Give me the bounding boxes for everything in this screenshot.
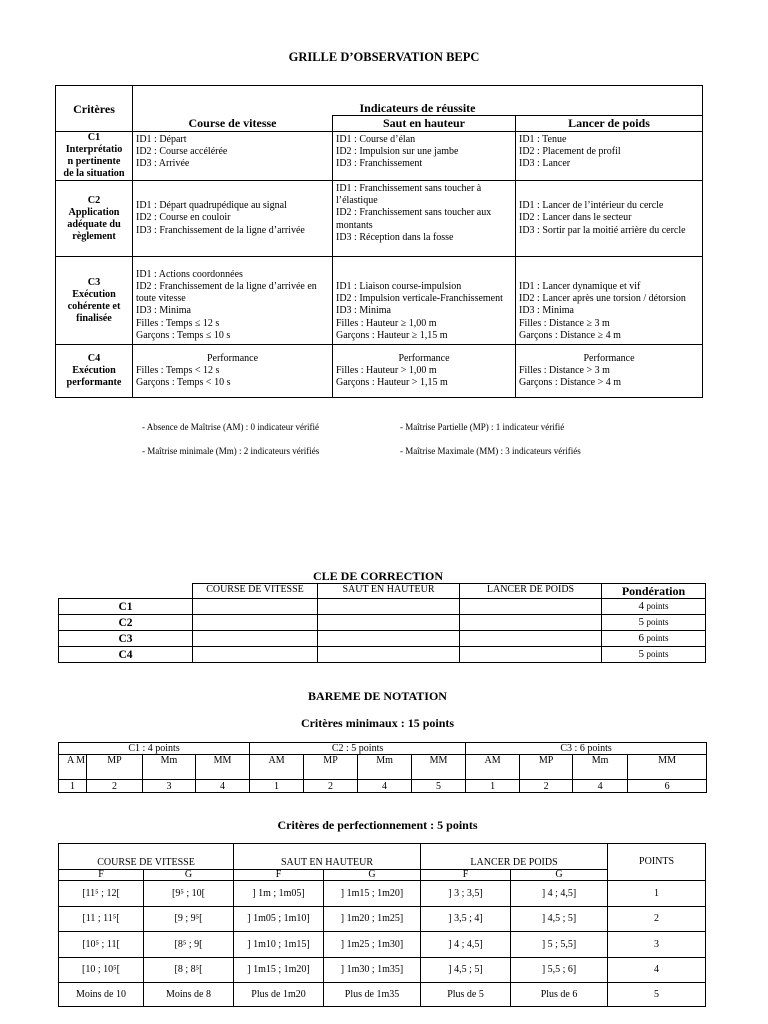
level-cell: MM [196,755,250,780]
cle-header-ponderation: Pondération [602,584,706,599]
level-cell: Mm [358,755,412,780]
perf-cell: Moins de 8 [144,983,234,1007]
points-cell: 2 [520,780,573,793]
perf-cell: ] 1m30 ; 1m35] [324,958,421,983]
c1-course-indicators: ID1 : Départ ID2 : Course accélérée ID3 : Arrivée [133,132,333,181]
perf-cell: ] 1m20 ; 1m25] [324,907,421,932]
perf-cell: ] 1m05 ; 1m10] [234,907,324,932]
perf-cell: [8⁵ ; 9[ [144,932,234,958]
bareme-min-title: Critères minimaux : 15 points [300,716,455,730]
perf-points: 2 [608,907,706,932]
correction-key-table [58,583,706,663]
sex-header: G [511,870,608,881]
perf-cell: [9 ; 9⁵[ [144,907,234,932]
c2-saut-indicators: ID1 : Franchissement sans toucher à l’élastique ID2 : Franchissement sans toucher aux montants ID3 : Réception dans la fosse [333,181,516,257]
indicators-header: Indicateurs de réussite [133,86,703,116]
cle-row-c2 [59,615,706,631]
perf-points: 5 [608,983,706,1007]
perf-cell: ] 3 ; 3,5] [421,881,511,907]
c3-course-indicators: ID1 : Actions coordonnées ID2 : Franchissement de la ligne d’arrivée en toute vitesse ID3 : Minima Filles : Temps ≤ 12 s Garçons : Temps ≤ 10 s [133,257,333,345]
perf-cell: ] 4,5 ; 5] [421,958,511,983]
perf-header-saut: SAUT EN HAUTEUR [234,844,421,870]
points-cell: 5 [412,780,466,793]
group-c1: C1 : 4 points [59,743,250,755]
points-cell: 1 [59,780,87,793]
sex-header: G [324,870,421,881]
cle-ponderation-value: 5 points [602,615,706,631]
cle-row-c1 [59,599,706,615]
perf-points: 1 [608,881,706,907]
level-cell: AM [250,755,304,780]
column-header-lancer: Lancer de poids [516,116,703,132]
perf-cell: ] 1m25 ; 1m30] [324,932,421,958]
criterion-c2: C2 Application adéquate du règlement [56,181,133,257]
perf-points: 4 [608,958,706,983]
perf-cell: [11 ; 11⁵[ [59,907,144,932]
sex-header: F [59,870,144,881]
perf-cell: Plus de 6 [511,983,608,1007]
perf-cell: ] 3,5 ; 4] [421,907,511,932]
perf-points: 3 [608,932,706,958]
cle-row-label: C2 [59,615,193,631]
cle-ponderation-value: 5 points [602,647,706,663]
perf-cell: ] 1m10 ; 1m15] [234,932,324,958]
criterion-c3: C3 Exécution cohérente et finalisée [56,257,133,345]
sex-header: G [144,870,234,881]
perf-cell: [10 ; 10⁵[ [59,958,144,983]
legend-mp: - Maîtrise Partielle (MP) : 1 indicateur vérifié [400,422,565,432]
perf-header-lancer: LANCER DE POIDS [421,844,608,870]
cle-row-c4 [59,647,706,663]
cle-row-label: C3 [59,631,193,647]
column-header-course: Course de vitesse [133,116,333,132]
bareme-perf-table [58,843,706,1007]
c4-lancer-indicators: Performance Filles : Distance > 3 m Garçons : Distance > 4 m [516,345,703,398]
perf-cell: ] 1m15 ; 1m20] [234,958,324,983]
points-cell: 3 [143,780,196,793]
c4-saut-indicators: Performance Filles : Hauteur > 1,00 m Garçons : Hauteur > 1,15 m [333,345,516,398]
level-cell: AM [466,755,520,780]
sex-header: F [234,870,324,881]
level-cell: MM [628,755,707,780]
perf-cell: ] 1m15 ; 1m20] [324,881,421,907]
sex-header: F [421,870,511,881]
c3-lancer-indicators: ID1 : Lancer dynamique et vif ID2 : Lancer après une torsion / détorsion ID3 : Minima Filles : Distance ≥ 3 m Garçons : Distance ≥ 4 m [516,257,703,345]
group-c2: C2 : 5 points [250,743,466,755]
perf-row [59,907,706,932]
points-cell: 1 [250,780,304,793]
perf-header-course: COURSE DE VITESSE [59,844,234,870]
points-cell: 4 [573,780,628,793]
group-c3: C3 : 6 points [466,743,707,755]
level-cell: MM [412,755,466,780]
level-cell: A M [59,755,87,780]
perf-cell: ] 5 ; 5,5] [511,932,608,958]
cle-header-saut: SAUT EN HAUTEUR [318,584,460,599]
perf-row [59,932,706,958]
criterion-c1: C1 Interprétatio n pertinente de la situation [56,132,133,181]
level-cell: MP [304,755,358,780]
page-title: GRILLE D’OBSERVATION BEPC [288,50,480,64]
perf-cell: ] 1m ; 1m05] [234,881,324,907]
cle-header-course: COURSE DE VITESSE [193,584,318,599]
level-cell: MP [87,755,143,780]
criterion-c4: C4 Exécution performante [56,345,133,398]
observation-grid [55,85,703,398]
points-cell: 2 [87,780,143,793]
points-cell: 4 [196,780,250,793]
cle-row-label: C4 [59,647,193,663]
c2-lancer-indicators: ID1 : Lancer de l’intérieur du cercle ID2 : Lancer dans le secteur ID3 : Sortir par la moitié arrière du cercle [516,181,703,257]
perf-cell: ] 4 ; 4,5] [511,881,608,907]
perf-cell: [10⁵ ; 11[ [59,932,144,958]
c1-lancer-indicators: ID1 : Tenue ID2 : Placement de profil ID3 : Lancer [516,132,703,181]
perf-row [59,983,706,1007]
perf-cell: Plus de 5 [421,983,511,1007]
level-cell: MP [520,755,573,780]
c4-course-indicators: Performance Filles : Temps < 12 s Garçons : Temps < 10 s [133,345,333,398]
cle-row-label: C1 [59,599,193,615]
points-cell: 4 [358,780,412,793]
legend-am: - Absence de Maîtrise (AM) : 0 indicateur vérifié [142,422,319,432]
criteria-header: Critères [56,86,133,132]
perf-cell: ] 4 ; 4,5] [421,932,511,958]
perf-cell: ] 5,5 ; 6] [511,958,608,983]
cle-ponderation-value: 4 points [602,599,706,615]
level-cell: Mm [143,755,196,780]
column-header-saut: Saut en hauteur [333,116,516,132]
c1-saut-indicators: ID1 : Course d’élan ID2 : Impulsion sur une jambe ID3 : Franchissement [333,132,516,181]
bareme-min-table [58,742,707,793]
c2-course-indicators: ID1 : Départ quadrupédique au signal ID2 : Course en couloir ID3 : Franchissement de la ligne d’arrivée [133,181,333,257]
c3-saut-indicators: ID1 : Liaison course-impulsion ID2 : Impulsion verticale-Franchissement ID3 : Minima Filles : Hauteur ≥ 1,00 m Garçons : Hauteur ≥ 1,15 m [333,257,516,345]
perf-header-points: POINTS [608,844,706,881]
perf-row [59,958,706,983]
cle-header-lancer: LANCER DE POIDS [460,584,602,599]
bareme-title: BAREME DE NOTATION [308,689,447,703]
points-cell: 2 [304,780,358,793]
perf-cell: [8 ; 8⁵[ [144,958,234,983]
cle-title: CLE DE CORRECTION [312,569,444,583]
level-cell: Mm [573,755,628,780]
legend-mm-max: - Maîtrise Maximale (MM) : 3 indicateurs vérifiés [400,446,581,456]
perf-row [59,881,706,907]
perf-cell: Plus de 1m35 [324,983,421,1007]
perf-cell: Plus de 1m20 [234,983,324,1007]
perf-cell: ] 4,5 ; 5] [511,907,608,932]
points-cell: 6 [628,780,707,793]
perf-cell: [11⁵ ; 12[ [59,881,144,907]
points-cell: 1 [466,780,520,793]
cle-row-c3 [59,631,706,647]
bareme-perf-title: Critères de perfectionnement : 5 points [277,818,478,832]
perf-cell: Moins de 10 [59,983,144,1007]
perf-cell: [9⁵ ; 10[ [144,881,234,907]
cle-ponderation-value: 6 points [602,631,706,647]
legend-mm-min: - Maîtrise minimale (Mm) : 2 indicateurs vérifiés [142,446,320,456]
